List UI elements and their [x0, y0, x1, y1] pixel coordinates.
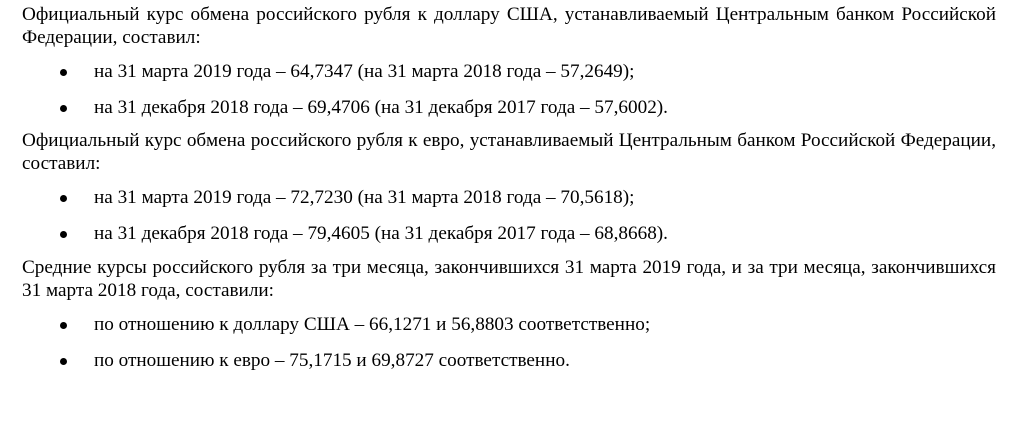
bullet-icon [60, 195, 67, 202]
list-item-text: по отношению к доллару США – 66,1271 и 56,8803 соответственно; [94, 314, 651, 335]
list-item-text: по отношению к евро – 75,1715 и 69,8727 соответственно. [94, 350, 570, 371]
usd-rate-paragraph: Официальный курс обмена российского рубля к доллару США, устанавливаемый Центральным банком Российской Федерации, составил: [22, 4, 996, 48]
list-item [22, 307, 996, 343]
document-page [22, 3, 996, 379]
bullet-icon [60, 69, 67, 76]
usd-rate-list [22, 54, 996, 126]
list-item [22, 54, 996, 90]
list-item-text: на 31 декабря 2018 года – 69,4706 (на 31 декабря 2017 года – 57,6002). [94, 97, 668, 118]
list-item-text: на 31 марта 2019 года – 64,7347 (на 31 марта 2018 года – 57,2649); [94, 61, 635, 82]
average-rate-list [22, 307, 996, 379]
list-item [22, 90, 996, 126]
list-item [22, 216, 996, 252]
list-item [22, 343, 996, 379]
bullet-icon [60, 322, 67, 329]
eur-rate-list [22, 180, 996, 252]
bullet-icon [60, 358, 67, 365]
bullet-icon [60, 231, 67, 238]
list-item-text: на 31 декабря 2018 года – 79,4605 (на 31 декабря 2017 года – 68,8668). [94, 223, 668, 244]
eur-rate-paragraph: Официальный курс обмена российского рубля к евро, устанавливаемый Центральным банком Российской Федерации, составил: [22, 130, 996, 174]
list-item [22, 180, 996, 216]
list-item-text: на 31 марта 2019 года – 72,7230 (на 31 марта 2018 года – 70,5618); [94, 187, 635, 208]
average-rate-paragraph: Средние курсы российского рубля за три месяца, закончившихся 31 марта 2019 года, и за три месяца, закончившихся 31 марта 2018 года, составили: [22, 257, 996, 301]
bullet-icon [60, 105, 67, 112]
